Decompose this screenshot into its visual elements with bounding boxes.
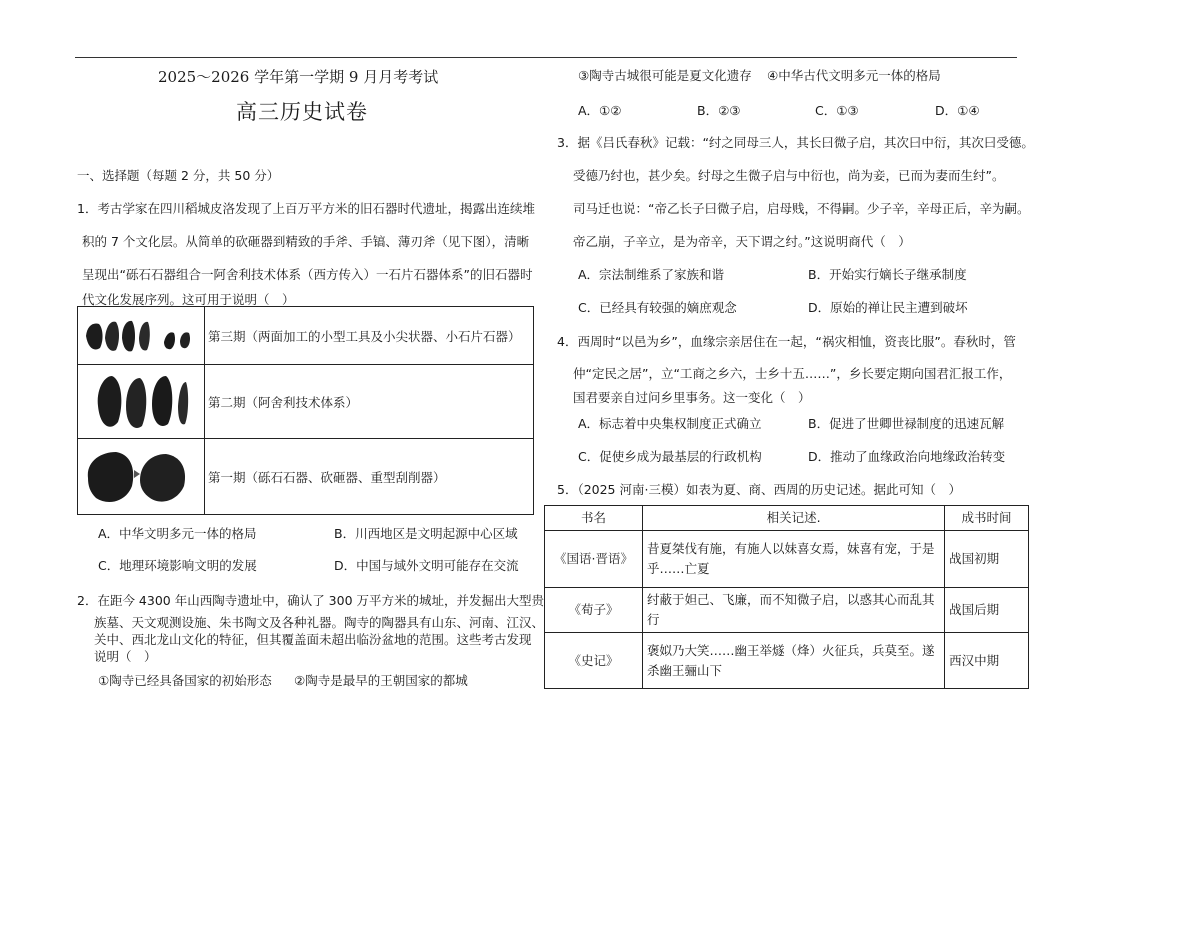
q2-option-c[interactable]: C．①③ [815, 103, 859, 118]
handaxe-tools-icon [78, 366, 204, 438]
book-cell: 《史记》 [545, 633, 643, 689]
time-cell: 战国后期 [945, 588, 1029, 633]
q1-line: 1．考古学家在四川稻城皮洛发现了上百万平方米的旧石器时代遗址，揭露出连续堆 [77, 201, 535, 216]
q3-line: 帝乙崩，子辛立，是为帝辛，天下谓之纣。”这说明商代（ ） [573, 234, 911, 249]
q4-line: 国君要亲自过问乡里事务。这一变化（ ） [573, 390, 811, 405]
small-stone-tools-icon [78, 308, 204, 364]
desc-line: 褒姒乃大笑……幽王举燧（烽）火征兵，兵莫至。遂 [647, 642, 935, 658]
q2-option-b[interactable]: B．②③ [697, 103, 741, 118]
desc-line: 行 [647, 612, 660, 627]
q4-line: 仲“定民之居”，立“工商之乡六，士乡十五……”，乡长要定期向国君汇报工作， [573, 366, 1012, 381]
table-row [78, 439, 534, 515]
q3-option-a[interactable]: A．宗法制维系了家族和谐 [578, 267, 725, 282]
q3-line: 司马迁也说：“帝乙长子曰微子启，启母贱，不得嗣。少子辛，辛母正后，辛为嗣。 [573, 201, 1030, 216]
table-row [545, 588, 1029, 633]
section-title: 一、选择题（每题 2 分，共 50 分） [77, 168, 280, 183]
tools-period-1: 第一期（砾石石器、砍砸器、重型刮削器） [205, 439, 534, 515]
q1-line: 积的 7 个文化层。从简单的砍砸器到精致的手斧、手镐、薄刃斧（见下图），清晰 [82, 234, 530, 249]
tools-image-cell [78, 365, 205, 439]
stone-tools-table [77, 306, 534, 515]
q2-line: 说明（ ） [94, 649, 157, 664]
paper-title: 高三历史试卷 [236, 100, 368, 124]
pebble-tools-icon [78, 440, 204, 514]
table-row [78, 365, 534, 439]
q3-line: 3．据《吕氏春秋》记载：“纣之同母三人，其长曰微子启，其次曰中衍，其次曰受德。 [557, 135, 1034, 150]
time-cell: 西汉中期 [945, 633, 1029, 689]
tools-period-3: 第三期（两面加工的小型工具及小尖状器、小石片石器） [205, 307, 534, 365]
q2-line: 关中、西北龙山文化的特征，但其覆盖面未超出临汾盆地的范围。这些考古发现 [94, 632, 532, 647]
desc-cell [643, 588, 945, 633]
q3-option-c[interactable]: C．已经具有较强的嫡庶观念 [578, 300, 737, 315]
q1-line: 代文化发展序列。这可用于说明（ ） [82, 292, 295, 307]
q2-statement-4: ④中华古代文明多元一体的格局 [767, 68, 941, 83]
table-header-row [545, 506, 1029, 531]
q2-statement-1: ①陶寺已经具备国家的初始形态 [98, 673, 272, 688]
q1-option-b[interactable]: B．川西地区是文明起源中心区域 [334, 526, 518, 541]
time-cell: 战国初期 [945, 531, 1029, 588]
q2-option-a[interactable]: A．①② [578, 103, 622, 118]
q1-option-d[interactable]: D．中国与域外文明可能存在交流 [334, 558, 519, 573]
col-header-time: 成书时间 [945, 506, 1029, 531]
q4-option-a[interactable]: A．标志着中央集权制度正式确立 [578, 416, 762, 431]
book-cell: 《荀子》 [545, 588, 643, 633]
q3-line: 受德乃纣也，甚少矣。纣母之生微子启与中衍也，尚为妾，已而为妻而生纣”。 [573, 168, 1005, 183]
desc-line: 杀幽王骊山下 [647, 662, 723, 678]
q2-statement-2: ②陶寺是最早的王朝国家的都城 [294, 673, 468, 688]
history-records-table [544, 505, 1029, 689]
q4-option-c[interactable]: C．促使乡成为最基层的行政机构 [578, 449, 762, 464]
col-header-desc: 相关记述. [643, 506, 945, 531]
table-row [78, 307, 534, 365]
q2-statement-3: ③陶寺古城很可能是夏文化遗存 [578, 68, 752, 83]
q2-option-d[interactable]: D．①④ [935, 103, 980, 118]
tools-image-cell [78, 439, 205, 515]
q1-option-a[interactable]: A．中华文明多元一体的格局 [98, 526, 257, 541]
desc-line: 昔夏桀伐有施，有施人以妹喜女焉，妹喜有宠，于是 [647, 541, 935, 556]
desc-cell [643, 531, 945, 588]
q3-option-d[interactable]: D．原始的禅让民主遭到破坏 [808, 300, 968, 315]
q5-stem: 5．（2025 河南·三模）如表为夏、商、西周的历史记述。据此可知（ ） [557, 482, 961, 497]
tools-image-cell [78, 307, 205, 365]
q1-line: 呈现出“砾石石器组合一阿舍利技术体系（西方传入）一石片石器体系”的旧石器时 [82, 267, 533, 282]
q3-option-b[interactable]: B．开始实行嫡长子继承制度 [808, 267, 967, 282]
desc-line: 纣蔽于妲己、飞廉，而不知微子启，以惑其心而乱其 [647, 592, 935, 607]
exam-title: 2025～2026 学年第一学期 9 月月考考试 [158, 68, 439, 86]
tools-period-2: 第二期（阿舍利技术体系） [205, 365, 534, 439]
q2-line: 族墓、天文观测设施、朱书陶文及各种礼器。陶寺的陶器具有山东、河南、江汉、 [94, 615, 545, 630]
desc-line: 乎……亡夏 [647, 561, 710, 576]
book-cell: 《国语·晋语》 [545, 531, 643, 588]
desc-cell [643, 633, 945, 689]
q4-option-b[interactable]: B．促进了世卿世禄制度的迅速瓦解 [808, 416, 1005, 431]
q1-option-c[interactable]: C．地理环境影响文明的发展 [98, 558, 257, 573]
q2-line: 2．在距今 4300 年山西陶寺遗址中，确认了 300 万平方米的城址，并发掘出大型贵 [77, 593, 545, 608]
table-row [545, 633, 1029, 689]
table-row [545, 531, 1029, 588]
header-rule [75, 57, 1017, 58]
q4-line: 4．西周时“以邑为乡”，血缘宗亲居住在一起，“祸灾相恤，资丧比服”。春秋时，管 [557, 334, 1016, 349]
q4-option-d[interactable]: D．推动了血缘政治向地缘政治转变 [808, 449, 1006, 464]
col-header-book: 书名 [545, 506, 643, 531]
